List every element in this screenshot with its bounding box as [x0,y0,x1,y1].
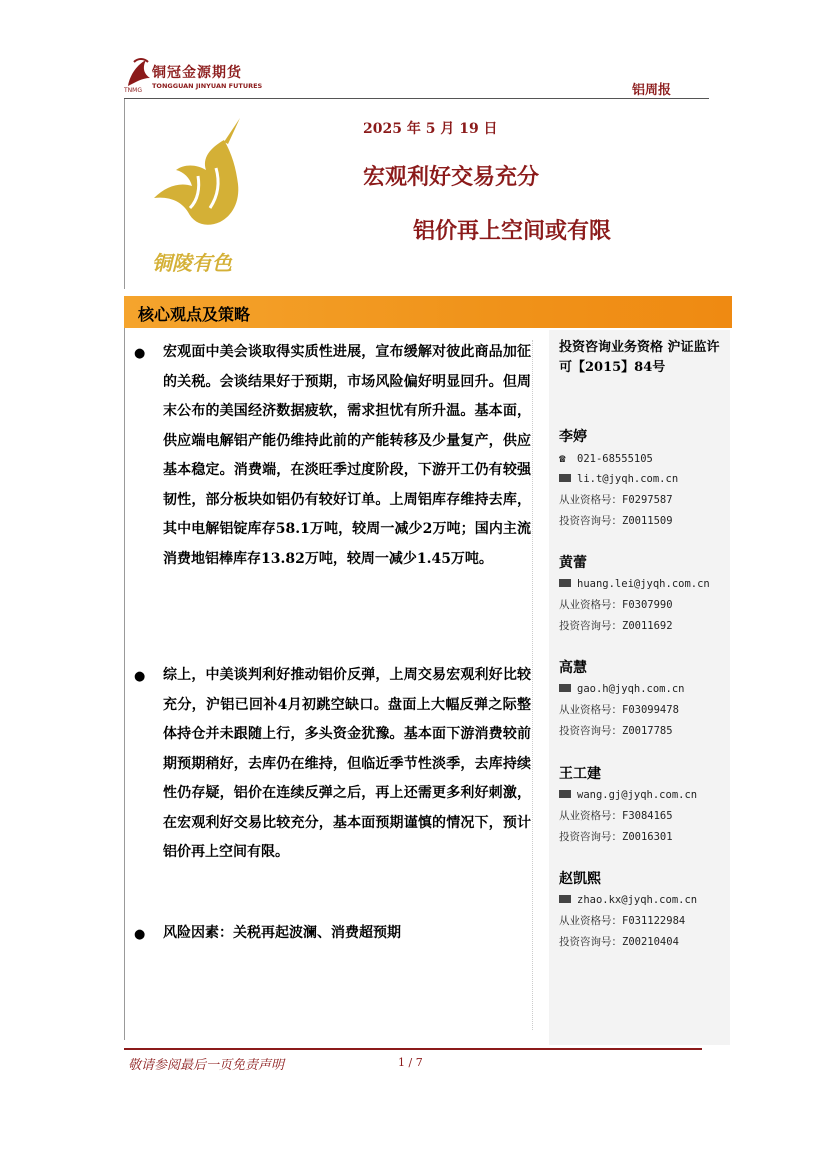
analyst-card [559,868,729,953]
analyst-cert: 从业资格号：F03099478 [559,704,679,716]
left-border [124,99,125,289]
analyst-name: 赵凯熙 [559,871,601,887]
analyst-card [559,426,729,532]
mail-icon [559,790,571,798]
emblem-text: 铜陵有色 [152,251,232,275]
analyst-name: 李婷 [559,429,587,445]
mail-icon [559,474,571,482]
analyst-cert: 从业资格号：F031122984 [559,915,686,927]
company-name-en: TONGGUAN JINYUAN FUTURES [152,82,263,90]
analyst-email[interactable]: wang.gj@jyqh.com.cn [559,785,729,806]
analyst-card [559,552,729,637]
analyst-email[interactable]: zhao.kx@jyqh.com.cn [559,890,729,911]
risk-factors: 风险因素：关税再起波澜、消费超预期 [163,925,401,941]
analyst-cert: 从业资格号：F0297587 [559,494,673,506]
analyst-sidebar [549,330,730,1045]
analyst-card [559,657,729,742]
column-separator [532,340,533,1030]
analyst-cert: 从业资格号：F3084165 [559,810,673,822]
emblem-logo [140,112,260,282]
footer-rule [124,1048,702,1050]
analyst-cert: 从业资格号：F0307990 [559,599,673,611]
strategy-paragraph-1: 宏观面中美会谈取得实质性进展，宣布缓解对彼此商品加征的关税。会谈结果好于预期，市场风险偏好明显回升。但周末公布的美国经济数据疲软，需求担忧有所升温。基本面，供应端电解铝产能仍维持此前的产能转移及少量复产，供应基本稳定。消费端，在淡旺季过度阶段，下游开工仍有较强韧性，部分板块如铝仍有较好订单。上周铝库存维持去库，其中电解铝锭库存58.1万吨，较周一减少2万吨；国内主流消费地铝棒库存13.82万吨，较周一减少1.45万吨。 [163,344,531,567]
disclaimer-note: 敬请参阅最后一页免责声明 [128,1058,285,1073]
analyst-name: 黄蕾 [559,555,587,571]
company-name-cn: 铜冠金源期货 [152,65,242,81]
analyst-name: 高慧 [559,660,587,676]
report-title-line1: 宏观利好交易充分 [363,165,540,190]
analyst-consult: 投资咨询号：Z0017785 [559,725,673,737]
analyst-consult: 投资咨询号：Z0011692 [559,620,673,632]
report-date: 2025 年 5 月 19 日 [363,121,498,137]
analyst-email[interactable]: gao.h@jyqh.com.cn [559,679,729,700]
company-abbr: TNMG [124,87,142,94]
report-type: 铝周报 [632,83,672,98]
analyst-name: 王工建 [559,766,601,782]
bullet-marker: ● [134,927,146,942]
mail-icon [559,579,571,587]
phone-icon: ☎ [559,452,566,465]
strategy-paragraph-2: 综上，中美谈判利好推动铝价反弹，上周交易宏观利好比较充分，沪铝已回补4月初跳空缺口。盘面上大幅反弹之际整体持仓并未跟随上行，多头资金犹豫。基本面下游消费较前期预期稍好，去库仍在维持，但临近季节性淡季，去库持续性仍存疑，铝价在连续反弹之后，再上还需更多利好刺激，在宏观利好交易比较充分，基本面预期谨慎的情况下，预计铝价再上空间有限。 [163,667,531,860]
report-title-line2: 铝价再上空间或有限 [413,219,612,244]
body-left-border [124,328,125,1040]
analyst-email[interactable]: li.t@jyqh.com.cn [559,469,729,490]
page-number: 1 / 7 [398,1056,423,1069]
header-rule [124,98,709,99]
analyst-phone: ☎ 021-68555105 [559,448,729,469]
analyst-card [559,763,729,848]
mail-icon [559,684,571,692]
analyst-consult: 投资咨询号：Z00210404 [559,936,679,948]
bullet-marker: ● [134,669,146,684]
section-title: 核心观点及策略 [138,305,251,324]
analyst-consult: 投资咨询号：Z0011509 [559,515,673,527]
bullet-marker: ● [134,346,146,361]
qualification-text: 投资咨询业务资格 沪证监许可【2015】84号 [559,340,720,375]
analyst-email[interactable]: huang.lei@jyqh.com.cn [559,574,729,595]
mail-icon [559,895,571,903]
analyst-consult: 投资咨询号：Z0016301 [559,831,673,843]
